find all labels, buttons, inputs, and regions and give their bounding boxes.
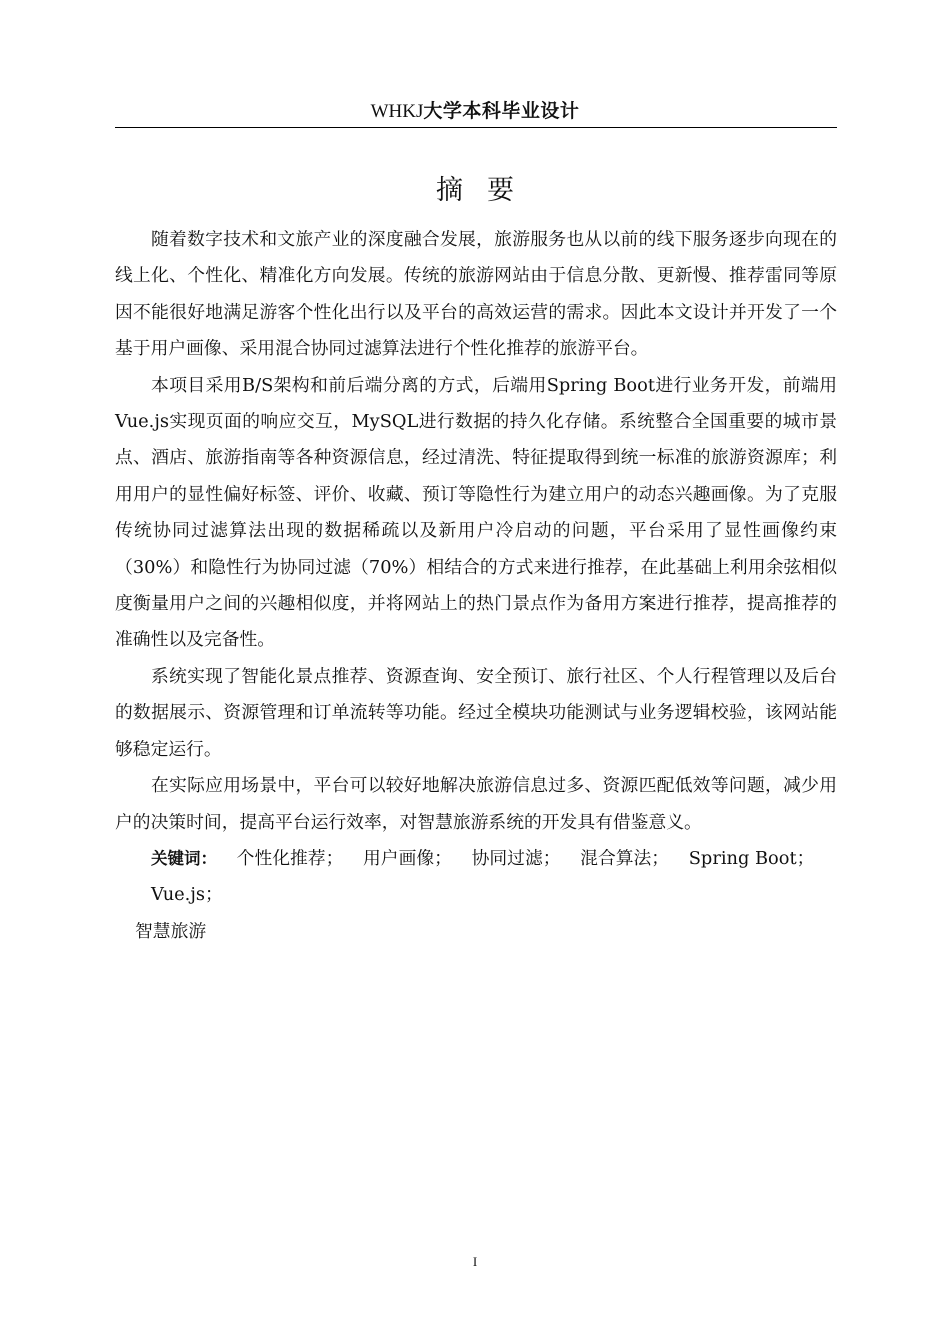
keyword-item: Vue.js； xyxy=(151,884,223,906)
keyword-item: Spring Boot； xyxy=(688,847,815,869)
header-divider xyxy=(115,127,837,128)
school-abbreviation: WHKJ xyxy=(370,101,424,122)
abstract-paragraph-2: 本项目采用B/S架构和前后端分离的方式，后端用Spring Boot进行业务开发，前端用Vue.js实现页面的响应交互，MySQL进行数据的持久化存储。系统整合全国重要的城市景点、酒店、旅游指南等各种资源信息，经过清洗、特征提取得到统一标准的旅游资源库；利用用户的显性偏好标签、评价、收藏、预订等隐性行为建立用户的动态兴趣画像。为了克服传统协同过滤算法出现的数据稀疏以及新用户冷启动的问题，平台采用了显性画像约束（30%）和隐性行为协同过滤（70%）相结合的方式来进行推荐，在此基础上利用余弦相似度衡量用户之间的兴趣相似度，并将网站上的热门景点作为备用方案进行推荐，提高推荐的准确性以及完备性。 xyxy=(115,374,837,651)
keywords-continuation xyxy=(115,914,837,950)
abstract-paragraph-3: 系统实现了智能化景点推荐、资源查询、安全预订、旅行社区、个人行程管理以及后台的数据展示、资源管理和订单流转等功能。经过全模块功能测试与业务逻辑校验，该网站能够稳定运行。 xyxy=(115,665,837,760)
running-header xyxy=(0,96,950,123)
document-type: 大学本科毕业设计 xyxy=(423,100,580,122)
keywords-label: 关键词： xyxy=(151,848,217,868)
keywords-list xyxy=(151,848,828,905)
keyword-item: 用户画像； xyxy=(363,847,452,869)
abstract-paragraph-1: 随着数字技术和文旅产业的深度融合发展，旅游服务也从以前的线下服务逐步向现在的线上化、个性化、精准化方向发展。传统的旅游网站由于信息分散、更新慢、推荐雷同等原因不能很好地满足游客个性化出行以及平台的高效运营的需求。因此本文设计并开发了一个基于用户画像、采用混合协同过滤算法进行个性化推荐的旅游平台。 xyxy=(115,229,837,360)
keyword-item: 协同过滤； xyxy=(471,847,561,869)
keyword-item: 混合算法； xyxy=(580,847,670,869)
page-number: I xyxy=(472,1254,478,1269)
abstract-body xyxy=(115,222,837,950)
abstract-title: 摘要 xyxy=(436,175,538,206)
keyword-item: 个性化推荐； xyxy=(236,847,344,869)
abstract-paragraph-4: 在实际应用场景中，平台可以较好地解决旅游信息过多、资源匹配低效等问题，减少用户的决策时间，提高平台运行效率，对智慧旅游系统的开发具有借鉴意义。 xyxy=(115,775,837,833)
keywords-line xyxy=(115,841,837,914)
keyword-item: 智慧旅游 xyxy=(135,920,207,942)
